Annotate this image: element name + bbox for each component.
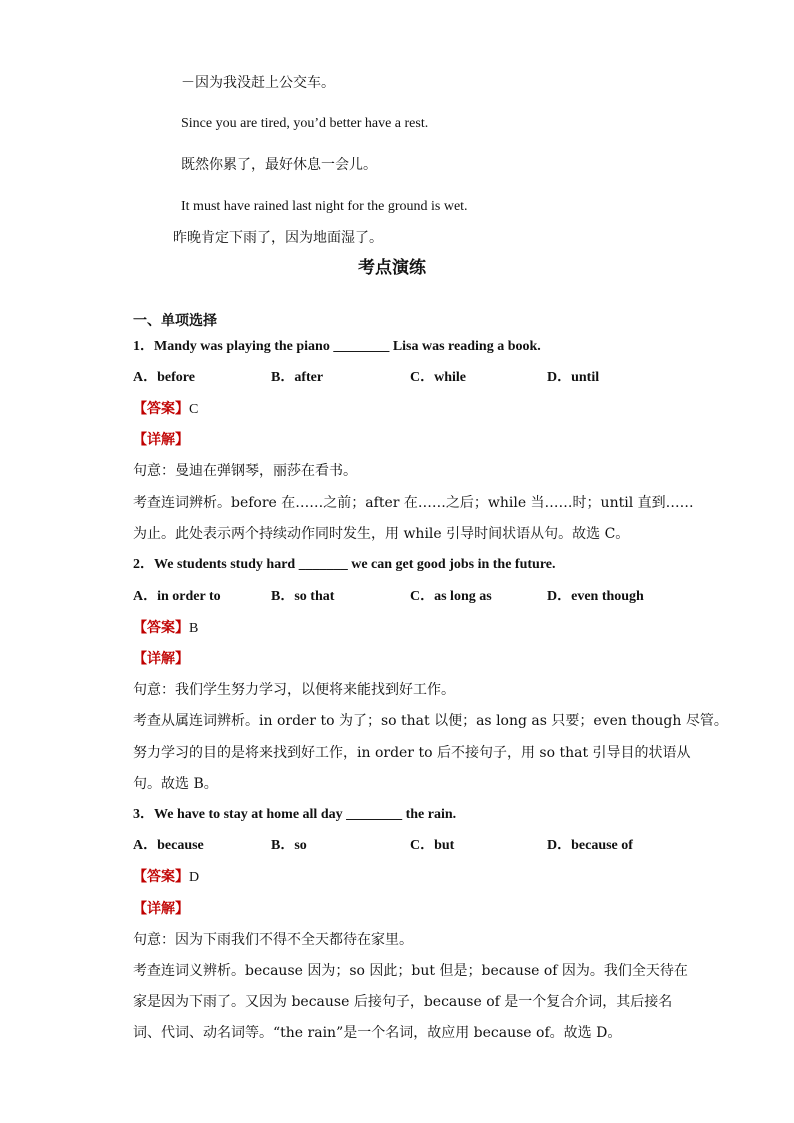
analysis-line: 为止。此处表示两个持续动作同时发生，用 while 引导时间状语从句。故选 C。 — [133, 526, 630, 542]
option-c: C．but — [410, 838, 455, 853]
analysis-line: 考查连词辨析。before 在……之前；after 在……之后；while 当……时；until 直到…… — [133, 495, 694, 511]
part-heading: 一、单项选择 — [133, 313, 217, 329]
answer-line — [133, 619, 198, 638]
analysis-line: 考查连词义辨析。because 因为；so 因此；but 但是；because of 因为。我们全天待在 — [133, 963, 688, 979]
intro-line: It must have rained last night for the ground is wet. — [181, 199, 468, 214]
meaning-line: 句意：因为下雨我们不得不全天都待在家里。 — [133, 932, 413, 948]
intro-line: 昨晚肯定下雨了，因为地面湿了。 — [173, 230, 383, 246]
option-a: A．in order to — [133, 589, 221, 604]
detail-tag: 【详解】 — [133, 432, 189, 448]
intro-line: 既然你累了，最好休息一会儿。 — [181, 157, 377, 173]
intro-line: －因为我没赶上公交车。 — [181, 75, 335, 91]
option-d: D．because of — [547, 838, 633, 853]
option-c: C．while — [410, 370, 466, 385]
option-b: B．after — [271, 370, 324, 385]
intro-line: Since you are tired, you’d better have a rest. — [181, 116, 429, 131]
answer-tag: 【答案】 — [133, 620, 189, 636]
analysis-line: 努力学习的目的是将来找到好工作，in order to 后不接句子，用 so that 引导目的状语从 — [133, 745, 691, 761]
option-b: B．so that — [271, 589, 335, 604]
question-stem: 1．Mandy was playing the piano ________ Lisa was reading a book. — [133, 339, 541, 354]
detail-tag: 【详解】 — [133, 651, 189, 667]
question-stem: 3．We have to stay at home all day ________ the rain. — [133, 807, 457, 822]
answer-tag: 【答案】 — [133, 401, 189, 417]
answer-line — [133, 868, 199, 887]
answer-line — [133, 400, 198, 419]
answer-value: D — [189, 870, 200, 885]
option-d: D．until — [547, 370, 600, 385]
option-b: B．so — [271, 838, 307, 853]
analysis-line: 句。故选 B。 — [133, 776, 218, 792]
answer-tag: 【答案】 — [133, 869, 189, 885]
detail-tag: 【详解】 — [133, 901, 189, 917]
answer-value: B — [189, 621, 199, 636]
analysis-line: 词、代词、动名词等。“the rain”是一个名词，故应用 because of。故选 D。 — [133, 1025, 622, 1041]
meaning-line: 句意：我们学生努力学习，以便将来能找到好工作。 — [133, 682, 455, 698]
meaning-line: 句意：曼迪在弹钢琴，丽莎在看书。 — [133, 463, 357, 479]
analysis-line: 考查从属连词辨析。in order to 为了；so that 以便；as long as 只要；even though 尽管。 — [133, 713, 728, 729]
section-title: 考点演练 — [358, 258, 426, 278]
option-a: A．before — [133, 370, 195, 385]
option-a: A．because — [133, 838, 204, 853]
analysis-line: 家是因为下雨了。又因为 because 后接句子，because of 是一个复合介词，其后接名 — [133, 994, 673, 1010]
answer-value: C — [189, 402, 199, 417]
option-d: D．even though — [547, 589, 644, 604]
option-c: C．as long as — [410, 589, 492, 604]
question-stem: 2．We students study hard _______ we can get good jobs in the future. — [133, 557, 556, 572]
